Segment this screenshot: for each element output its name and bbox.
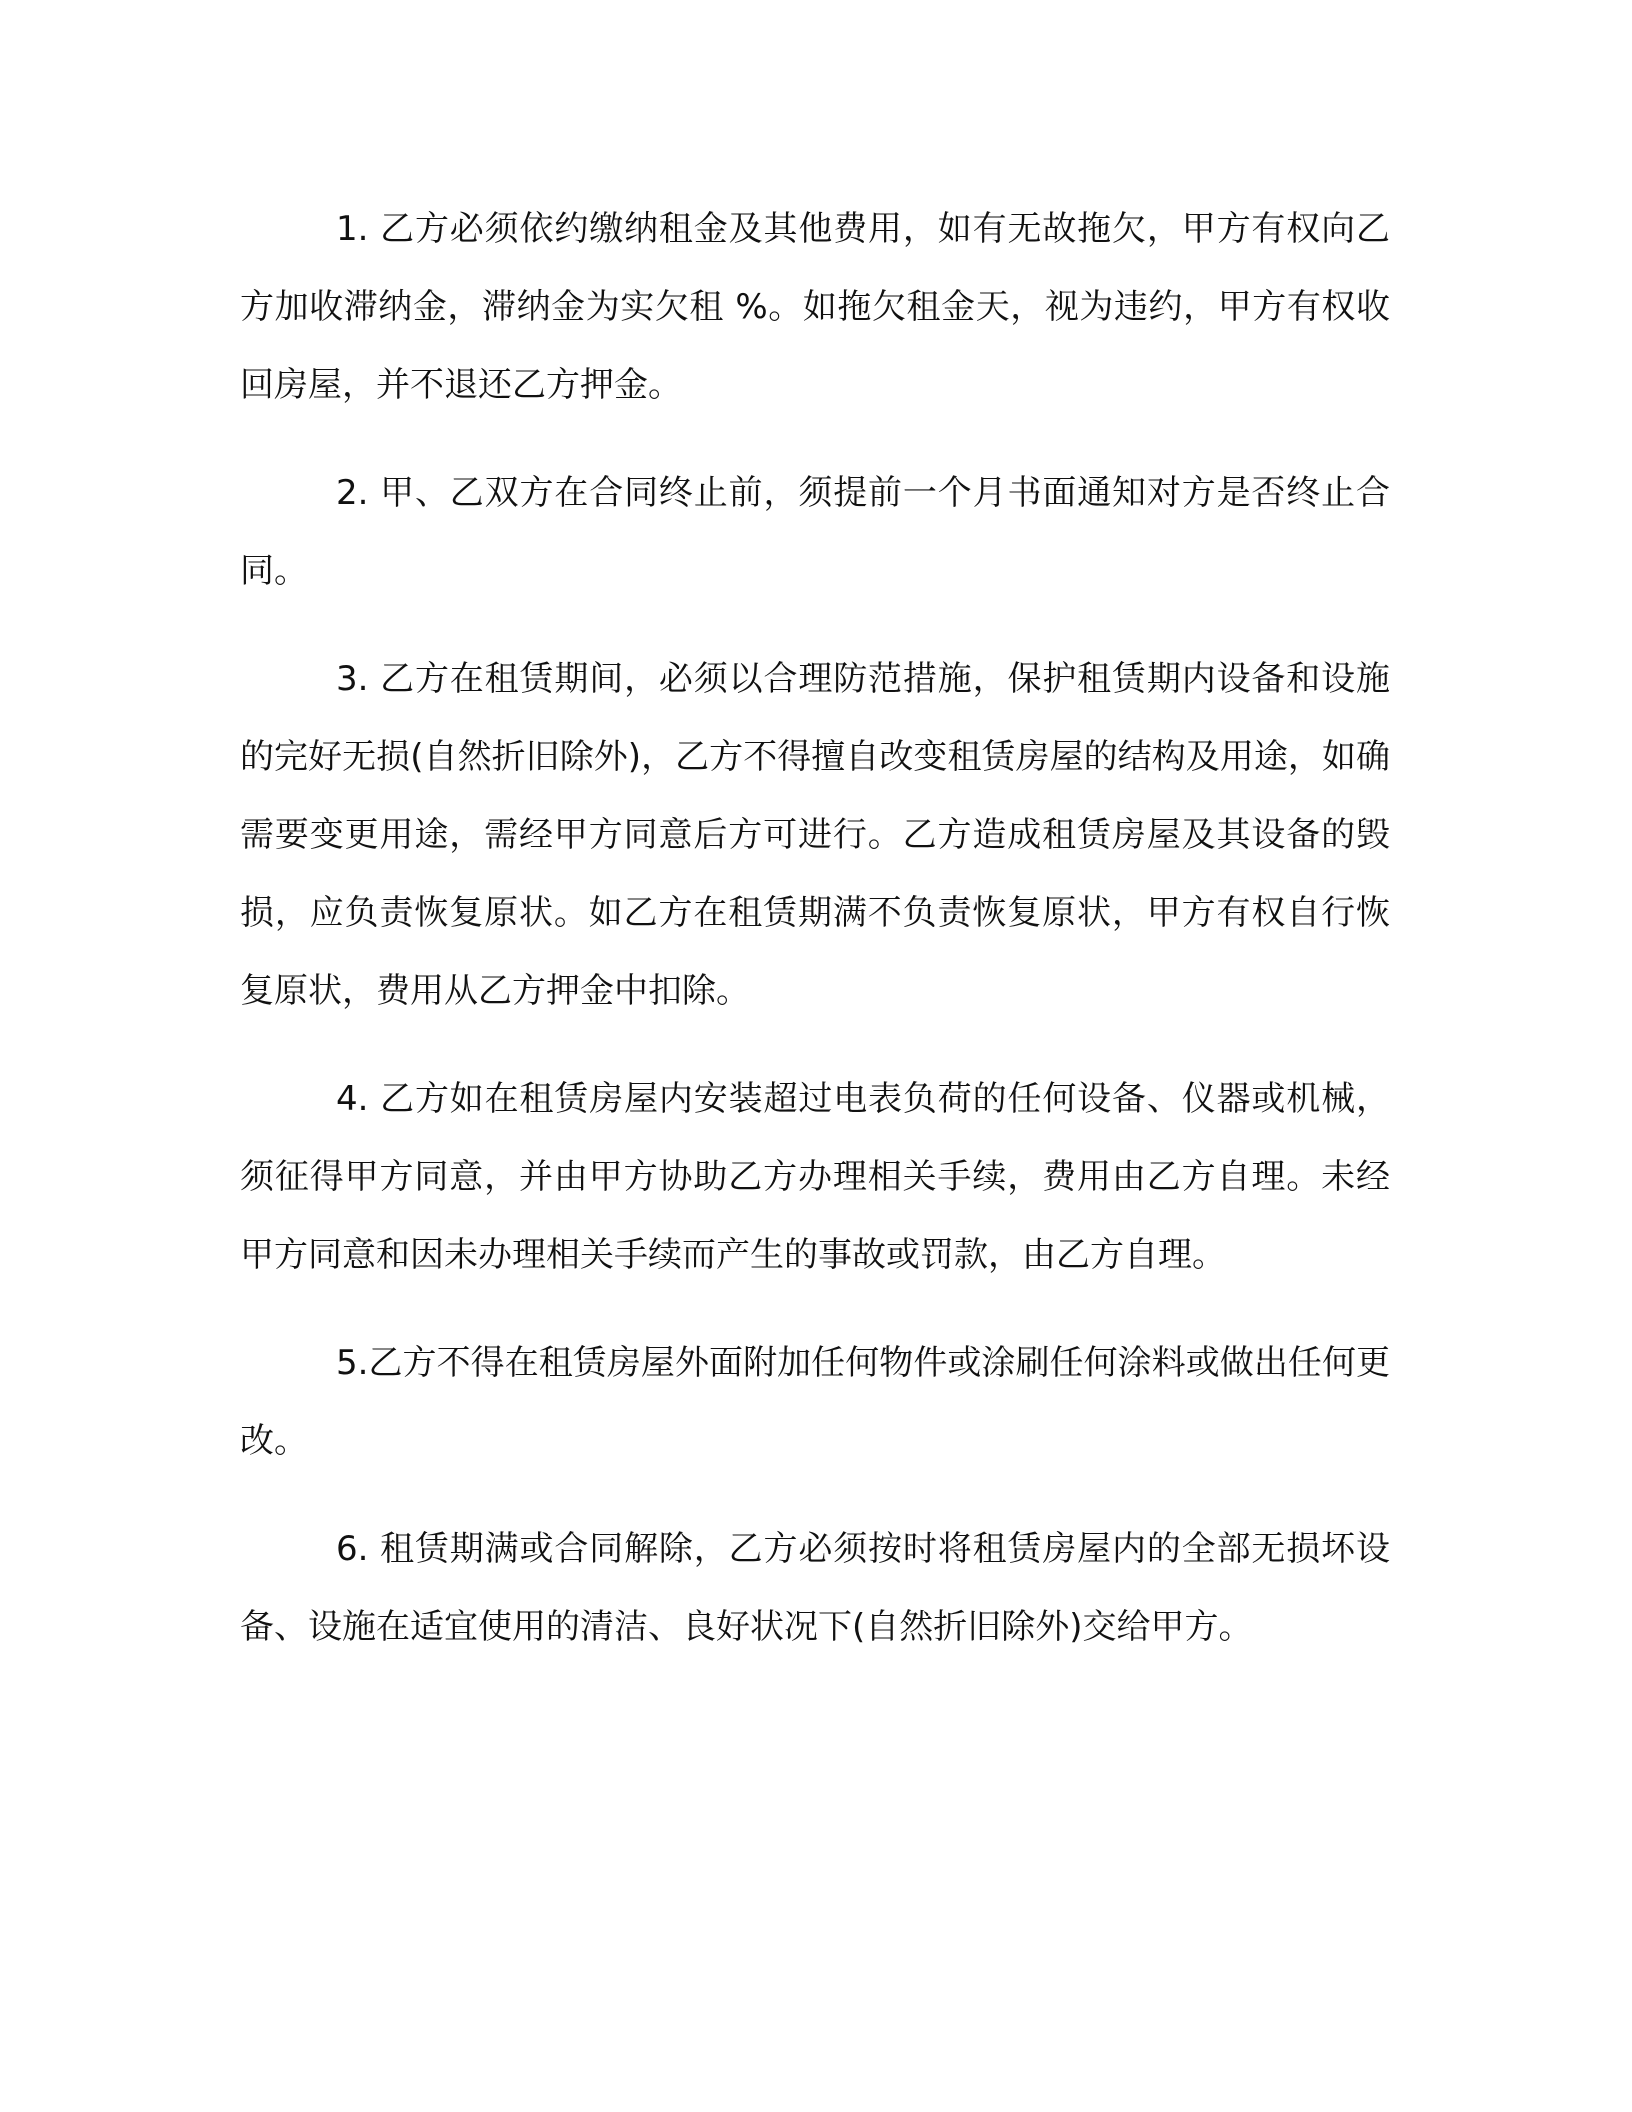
clause-3: 3. 乙方在租赁期间，必须以合理防范措施，保护租赁期内设备和设施的完好无损(自然折旧除外)，乙方不得擅自改变租赁房屋的结构及用途，如确需要变更用途，需经甲方同意后方可进行。乙方造成租赁房屋及其设备的毁损，应负责恢复原状。如乙方在租赁期满不负责恢复原状，甲方有权自行恢复原状，费用从乙方押金中扣除。	[240, 659, 1390, 1011]
clause-2: 2. 甲、乙双方在合同终止前，须提前一个月书面通知对方是否终止合同。	[240, 473, 1390, 591]
clause-4: 4. 乙方如在租赁房屋内安装超过电表负荷的任何设备、仪器或机械，须征得甲方同意，并由甲方协助乙方办理相关手续，费用由乙方自理。未经甲方同意和因未办理相关手续而产生的事故或罚款，由乙方自理。	[240, 1079, 1390, 1275]
clause-6: 6. 租赁期满或合同解除，乙方必须按时将租赁房屋内的全部无损坏设备、设施在适宜使用的清洁、良好状况下(自然折旧除外)交给甲方。	[240, 1529, 1390, 1647]
clause-5: 5.乙方不得在租赁房屋外面附加任何物件或涂刷任何涂料或做出任何更改。	[240, 1343, 1390, 1461]
document-body	[240, 190, 1390, 1696]
clause-1: 1. 乙方必须依约缴纳租金及其他费用，如有无故拖欠，甲方有权向乙方加收滞纳金，滞纳金为实欠租 %。如拖欠租金天，视为违约，甲方有权收回房屋，并不退还乙方押金。	[240, 209, 1390, 405]
